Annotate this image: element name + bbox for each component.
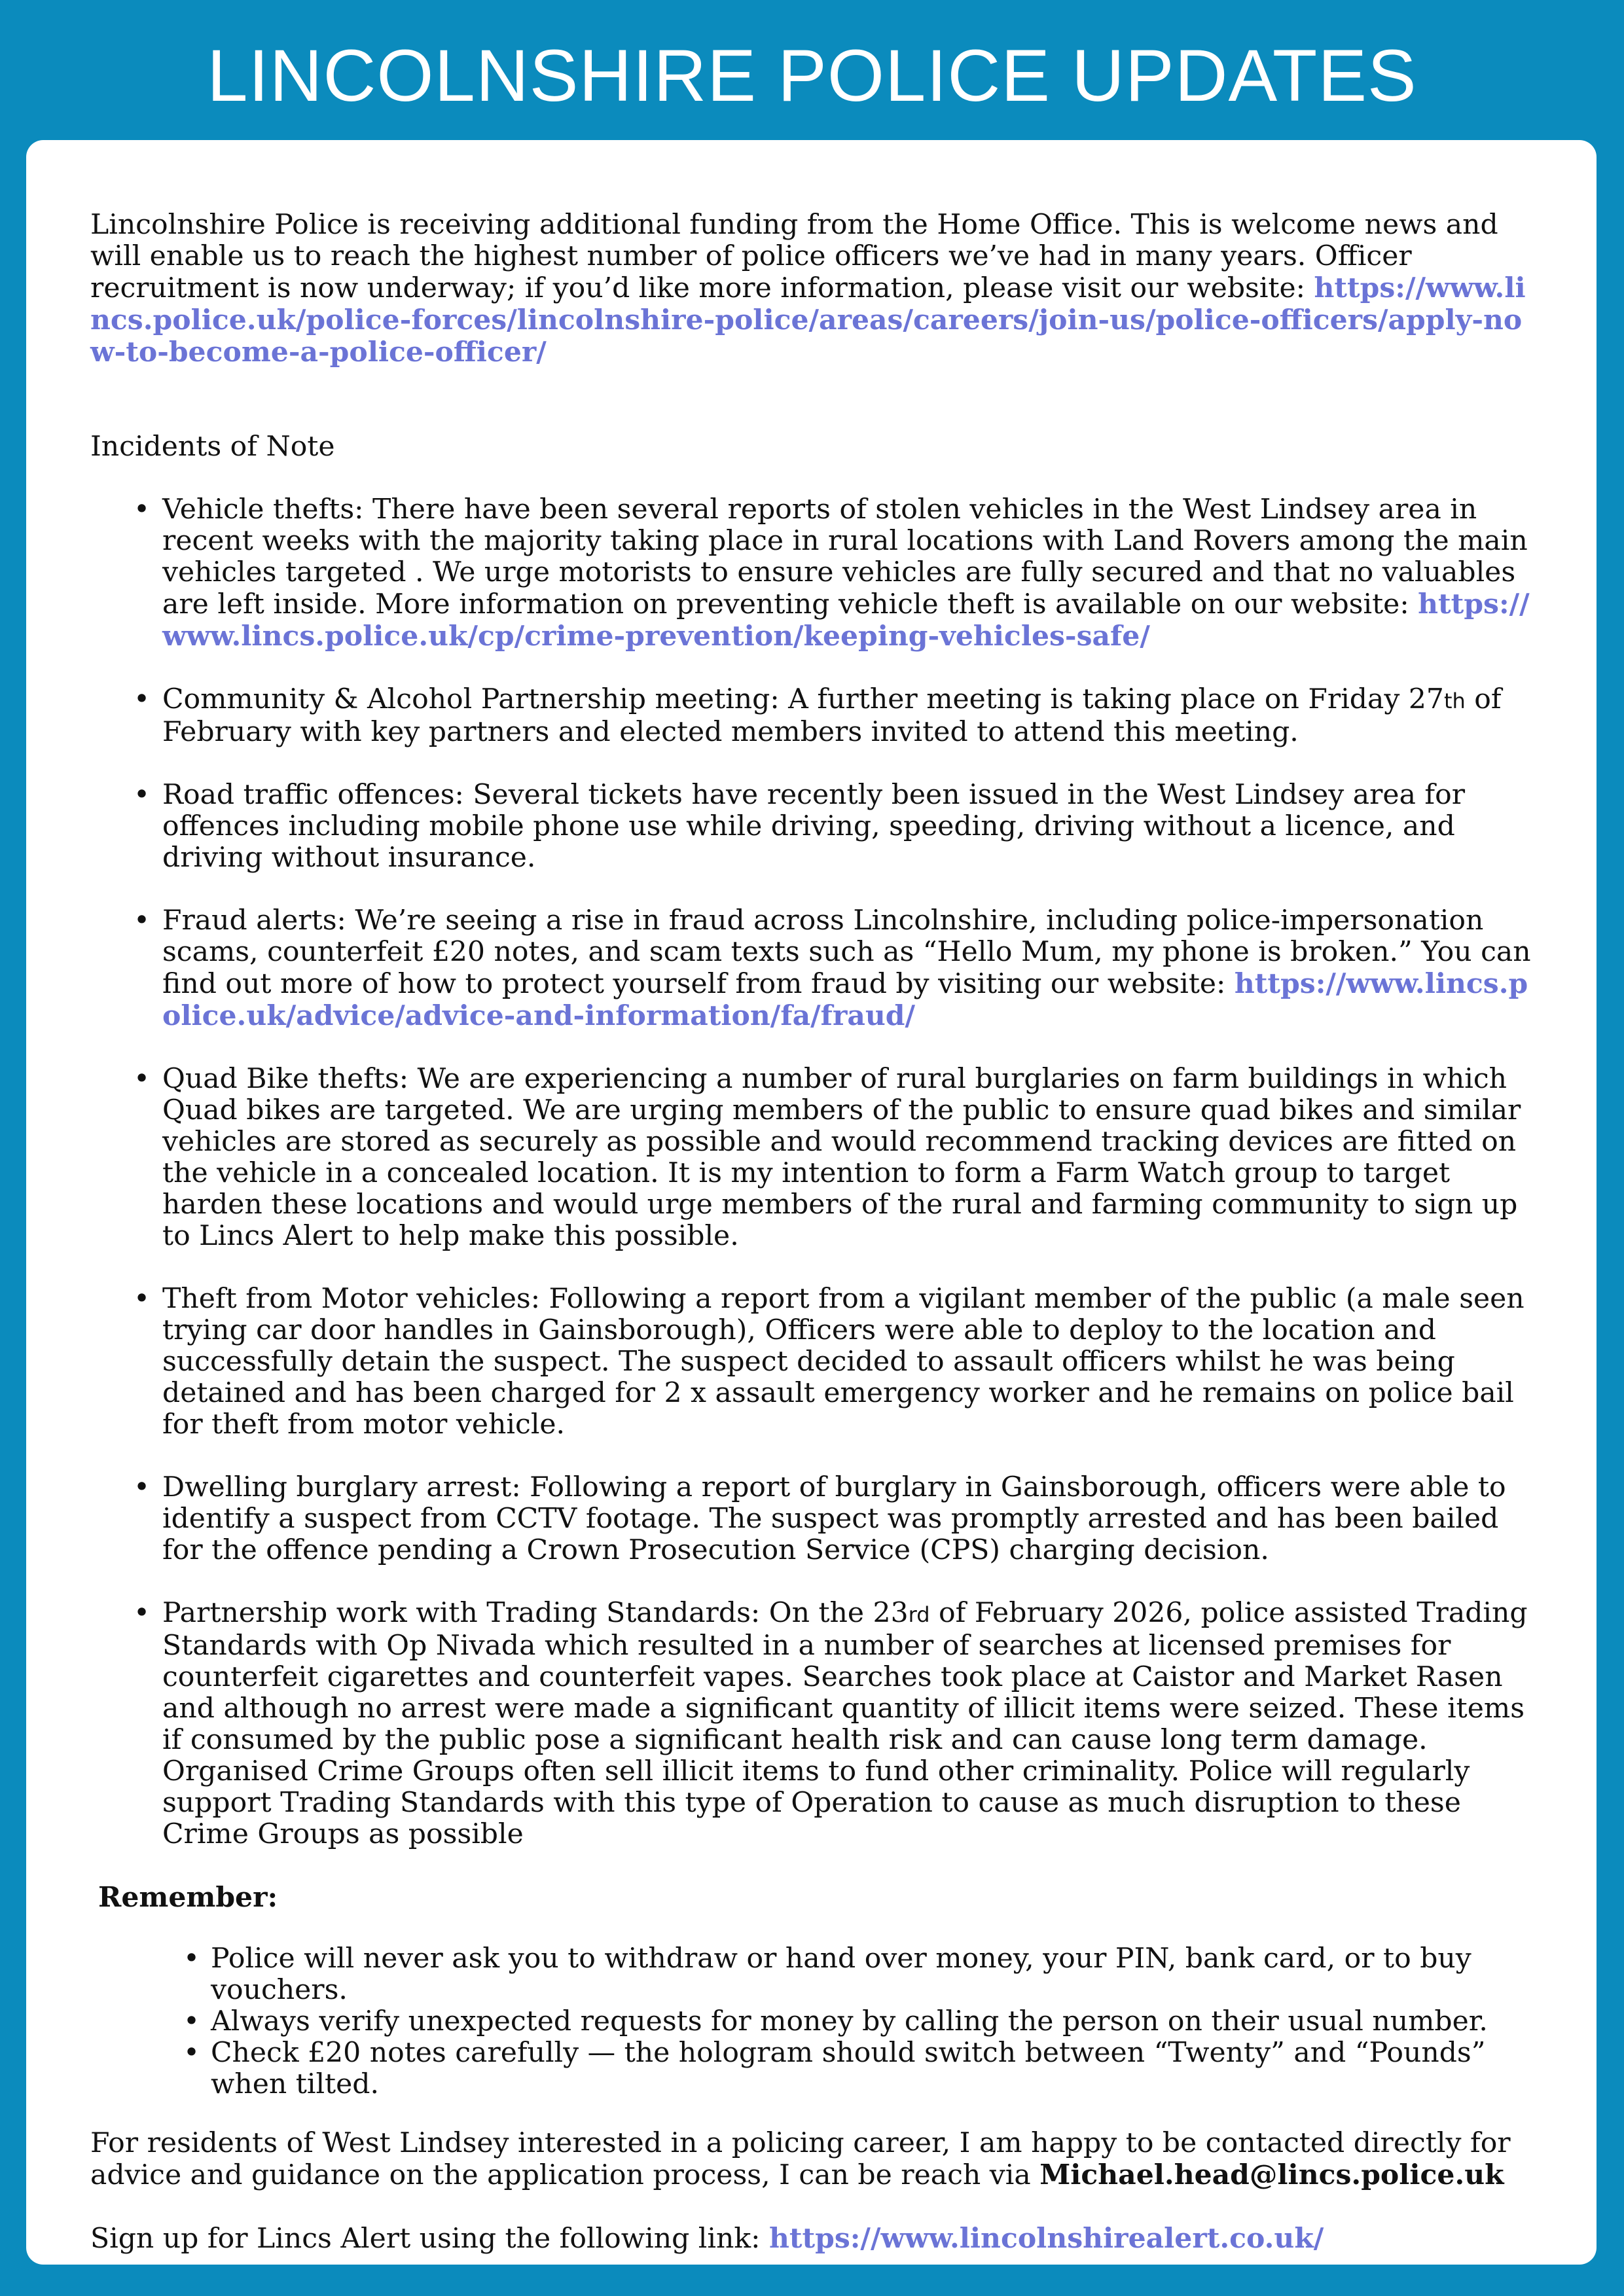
motor-vehicles-text: Theft from Motor vehicles: Following a report from a vigilant member of the public (a male seen trying car door handles in Gainsborough), Officers were able to deploy to the location and successfully detain the suspect. The suspect decided to assault officers whilst he was being detained and has been charged for 2 x assault emergency worker and he remains on police bail for theft from motor vehicle. bbox=[162, 1283, 1525, 1441]
remember-item: • Check £20 notes carefully — the hologram should switch between “Twenty” and “Pounds” when tilted. bbox=[211, 2037, 1534, 2100]
remember-heading: Remember: bbox=[98, 1881, 278, 1914]
trading-text-end: of February 2026, police assisted Trading Standards with Op Nivada which resulted in a number of searches at licensed premises for counterfeit cigarettes and counterfeit vapes. Searches took place at Caistor and Market Rasen and although no arrest were made a significant quantity of illicit items were seized. These items if consumed by the public pose a significant health risk and can cause long term damage. Organised Crime Groups often sell illicit items to fund other criminality. Police will regularly support Trading Standards with this type of Operation to cause as much disruption to these Crime Groups as possible bbox=[162, 1597, 1528, 1850]
list-item-trading-standards bbox=[162, 1598, 1534, 1850]
community-text-start: Community & Alcohol Partnership meeting: A further meeting is taking place on Friday 27 bbox=[162, 683, 1444, 715]
list-item-community-meeting bbox=[162, 684, 1534, 748]
recruitment-link[interactable]: https://www.lincs.police.uk/police-forces/lincolnshire-police/areas/careers/join-us/police-officers/apply-now-to-become-a-police-officer/ bbox=[90, 272, 1526, 368]
page-title: LINCOLNSHIRE POLICE UPDATES bbox=[207, 34, 1417, 117]
dwelling-text: Dwelling burglary arrest: Following a report of burglary in Gainsborough, officers were able to identify a suspect from CCTV footage. The suspect was promptly arrested and has been bailed for the offence pending a Crown Prosecution Service (CPS) charging decision. bbox=[162, 1471, 1506, 1566]
list-item-fraud bbox=[162, 905, 1534, 1032]
lincs-alert-link[interactable]: https://www.lincolnshirealert.co.uk/ bbox=[768, 2222, 1324, 2255]
intro-text: Lincolnshire Police is receiving additional funding from the Home Office. This is welcome news and will enable us to reach the highest number of police officers we’ve had in many years. Officer recruitment is now underway; if you’d like more information, please visit our website: bbox=[90, 209, 1498, 304]
signup-text: Sign up for Lincs Alert using the following link: bbox=[90, 2223, 769, 2255]
list-item-vehicle-thefts bbox=[162, 494, 1534, 653]
date-suffix: th bbox=[1443, 689, 1466, 713]
road-traffic-text: Road traffic offences: Several tickets have recently been issued in the West Lindsey area for offences including mobile phone use while driving, speeding, driving without a licence, and driving without insurance. bbox=[162, 779, 1466, 874]
fraud-advice-link[interactable]: https://www.lincs.police.uk/advice/advice-and-information/fa/fraud/ bbox=[162, 967, 1528, 1032]
remember-list bbox=[90, 1943, 1534, 2100]
list-item-quad-bike bbox=[162, 1064, 1534, 1252]
contact-email[interactable]: Michael.head@lincs.police.uk bbox=[1039, 2159, 1504, 2191]
page-header bbox=[0, 0, 1624, 137]
community-text-end: of February with key partners and elected members invited to attend this meeting. bbox=[162, 683, 1502, 748]
contact-text: For residents of West Lindsey interested in a policing career, I am happy to be contacted directly for advice and guidance on the application process, I can be reach via bbox=[90, 2127, 1511, 2191]
signup-paragraph bbox=[90, 2223, 1534, 2255]
remember-item: • Always verify unexpected requests for money by calling the person on their usual number. bbox=[211, 2006, 1534, 2037]
intro-paragraph bbox=[90, 209, 1534, 368]
incidents-heading: Incidents of Note bbox=[90, 431, 335, 463]
vehicle-safety-link[interactable]: https://www.lincs.police.uk/cp/crime-prevention/keeping-vehicles-safe/ bbox=[162, 588, 1530, 653]
content-card bbox=[26, 140, 1597, 2265]
incidents-list bbox=[90, 494, 1534, 1850]
date-suffix: rd bbox=[908, 1602, 930, 1627]
list-item-road-traffic bbox=[162, 780, 1534, 874]
trading-text-start: Partnership work with Trading Standards: On the 23 bbox=[162, 1597, 909, 1629]
remember-item: • Police will never ask you to withdraw or hand over money, your PIN, bank card, or to buy vouchers. bbox=[211, 1943, 1534, 2006]
list-item-dwelling-burglary bbox=[162, 1472, 1534, 1566]
quad-bike-text: Quad Bike thefts: We are experiencing a number of rural burglaries on farm buildings in which Quad bikes are targeted. We are urging members of the public to ensure quad bikes and similar vehicles are stored as securely as possible and would recommend tracking devices are fitted on the vehicle in a concealed location. It is my intention to form a Farm Watch group to target harden these locations and would urge members of the rural and farming community to sign up to Lincs Alert to help make this possible. bbox=[162, 1063, 1521, 1252]
list-item-motor-vehicles bbox=[162, 1283, 1534, 1441]
contact-paragraph bbox=[90, 2128, 1534, 2191]
vehicle-thefts-text: Vehicle thefts: There have been several reports of stolen vehicles in the West Lindsey area in recent weeks with the majority taking place in rural locations with Land Rovers among the main vehicles targeted . We urge motorists to ensure vehicles are fully secured and that no valuables are left inside. More information on preventing vehicle theft is available on our website: bbox=[162, 493, 1528, 620]
fraud-text: Fraud alerts: We’re seeing a rise in fraud across Lincolnshire, including police-impersonation scams, counterfeit £20 notes, and scam texts such as “Hello Mum, my phone is broken.” You can find out more of how to protect yourself from fraud by visiting our website: bbox=[162, 905, 1531, 1000]
